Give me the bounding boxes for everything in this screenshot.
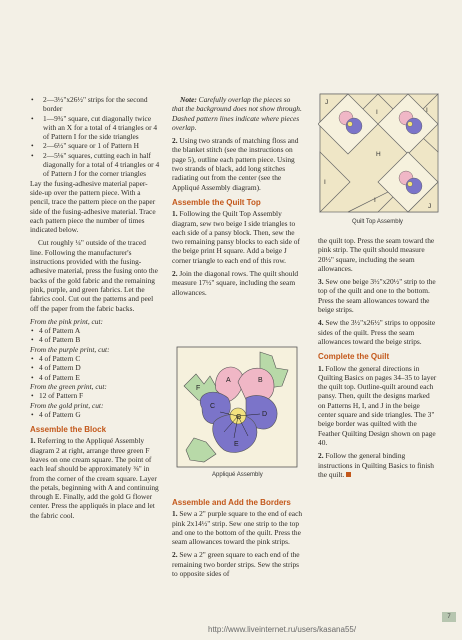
label-a: A: [226, 377, 231, 384]
label-i: I: [376, 109, 378, 116]
step-text: Referring to the Appliqué Assembly diagram 2 at right, arrange three green F leaves on one cream square. The point of each leaf should be approximately ⅜" in from the corner of the cream square. Layer the petals, beginning with A and continuing through E. Finally, add the gold G flower center. Press the appliqués in place and let the fabric cool.: [30, 436, 159, 520]
label-j: J: [428, 203, 432, 210]
section-heading: Complete the Quilt: [318, 352, 390, 362]
list-item: • 4 of Pattern D: [30, 363, 160, 372]
quilt-top-assembly-diagram: [318, 92, 440, 216]
label-h: H: [376, 151, 381, 158]
paragraph: Lay the fusing-adhesive material paper-side-up over the pattern piece. With a pencil, trace the pattern piece on the paper side of the fusing-adhesive material. Trace each pattern piece the number of times indicated below.: [30, 178, 156, 235]
step: [318, 364, 438, 448]
step-number: 1.: [172, 209, 178, 219]
step: [172, 550, 303, 578]
purple-cut-title: From the purple print, cut:: [30, 344, 110, 354]
list-item: • 4 of Pattern G: [30, 410, 160, 419]
step: [172, 509, 303, 546]
label-d: D: [262, 411, 268, 418]
note: [172, 95, 303, 132]
cutting-list: [30, 95, 160, 179]
applique-caption: Appliqué Assembly: [212, 472, 263, 478]
step-number: 4.: [318, 318, 324, 328]
step-number: 1.: [318, 363, 324, 373]
column-3: [318, 236, 438, 483]
purple-list: [30, 354, 160, 382]
quilt-top-caption: Quilt Top Assembly: [352, 219, 403, 225]
step-text: Follow the general directions in Quilting Basics on pages 34–35 to layer the quilt top. Outline-quilt around each pansy. Then, quilt the designs marked on Patterns H, I, and J in the beige center square and side triangles. The 3" beige border was quilted with the Feather Quilting Design shown on page 40.: [318, 363, 437, 447]
column-1: [30, 95, 160, 524]
footer-url[interactable]: http://www.liveinternet.ru/users/kasana55/: [208, 625, 357, 634]
label-c: C: [210, 403, 216, 410]
list-item: • 2—5⅛" squares, cutting each in half diagonally for a total of 4 triangles or 4 of Pattern J for the corner triangles: [30, 151, 160, 179]
step-text: Sew a 2" purple square to the end of each pink 2x14½" strip. Sew one strip to the top and one to the bottom of the quilt. Press the seam allowances toward the pink strips.: [172, 509, 303, 547]
step-text: Using two strands of matching floss and the blanket stitch (see the instructions on page 5), outline each pattern piece. Using two strands of black, add long stitches radiating out from the center (see the Appliqué Assembly diagram).: [172, 136, 299, 192]
column-2-lower: [172, 492, 303, 582]
step: [318, 318, 438, 346]
list-item: • 2—3½"x26½" strips for the second border: [30, 95, 160, 114]
list-item: • 12 of Pattern F: [30, 391, 160, 400]
step-text: Following the Quilt Top Assembly diagram, sew two beige I side triangles to each side of a pansy block. Then, sew the two remaining pansy blocks to each side of the beige print H square. Add a beige J corner triangle to each end of this row.: [172, 209, 300, 265]
label-i: I: [374, 197, 376, 204]
note-text: Carefully overlap the pieces so that the background does not show through. Dashed pattern lines indicate where pieces overlap.: [172, 95, 302, 132]
step-number: 1.: [30, 436, 36, 446]
gold-list: [30, 410, 160, 419]
green-cut-title: From the green print, cut:: [30, 381, 107, 391]
list-item: • 4 of Pattern B: [30, 335, 160, 344]
step-text: Sew one beige 3½"x20½" strip to the top of the quilt and one to the bottom. Press the seam allowances toward the beige strips.: [318, 277, 436, 315]
label-i: I: [324, 179, 326, 186]
list-item: • 4 of Pattern E: [30, 373, 160, 382]
label-f: F: [196, 385, 201, 392]
label-j: J: [325, 99, 329, 106]
note-label: Note:: [180, 95, 197, 104]
step-text: Join the diagonal rows. The quilt should measure 17½" square, including the seam allowances.: [172, 269, 299, 297]
pink-cut-title: From the pink print, cut:: [30, 316, 104, 326]
paragraph: Cut roughly ¼" outside of the traced line. Following the manufacturer's instructions provided with the fusing-adhesive material, press the fusing onto the backs of the gold fabric and the remaining pink, purple, and green fabrics. Let the fabrics cool. Cut out the patterns and peel off the paper from the fabric backs.: [30, 238, 158, 313]
step-number: 1.: [172, 509, 178, 519]
label-b: B: [258, 377, 263, 384]
column-2: [172, 95, 303, 301]
section-heading: Assemble the Block: [30, 425, 107, 435]
step-number: 2.: [172, 136, 178, 146]
list-item: • 2—6½" square or 1 of Pattern H: [30, 141, 160, 150]
applique-assembly-diagram: [176, 346, 298, 468]
step: [318, 277, 438, 314]
step-number: 2.: [172, 550, 178, 560]
step-number: 2.: [172, 269, 178, 279]
paragraph: the quilt top. Press the seam toward the pink strip. The quilt should measure 20½" square, including the seam allowances.: [318, 236, 435, 273]
label-e: E: [234, 441, 239, 448]
label-i: I: [426, 107, 428, 114]
page-number: 7: [442, 612, 456, 622]
list-item: • 4 of Pattern C: [30, 354, 160, 363]
step: [172, 269, 303, 297]
list-item: • 4 of Pattern A: [30, 326, 160, 335]
step: [318, 451, 438, 479]
pink-list: [30, 326, 160, 345]
step-text: Sew a 2" green square to each end of the remaining two border strips. Sew the strips to opposite sides of: [172, 550, 300, 579]
list-item: • 1—9¾" square, cut diagonally twice with an X for a total of 4 triangles or 4 of Pattern I for the side triangles: [30, 114, 160, 142]
section-heading: Assemble and Add the Borders: [172, 498, 291, 507]
step: [30, 436, 160, 520]
step-text: Follow the general binding instructions in Quilting Basics to finish the quilt.: [318, 451, 434, 479]
step-number: 2.: [318, 451, 324, 461]
label-g: G: [236, 414, 242, 421]
end-mark: [346, 472, 351, 477]
step-number: 3.: [318, 277, 324, 287]
section-heading: Assemble the Quilt Top: [172, 197, 261, 207]
green-list: [30, 391, 160, 400]
step-text: Sew the 3½"x26½" strips to opposite sides of the quilt. Press the seam allowances toward the beige strips.: [318, 318, 436, 346]
step: [172, 209, 303, 265]
step: [172, 136, 303, 192]
gold-cut-title: From the gold print, cut:: [30, 400, 104, 410]
